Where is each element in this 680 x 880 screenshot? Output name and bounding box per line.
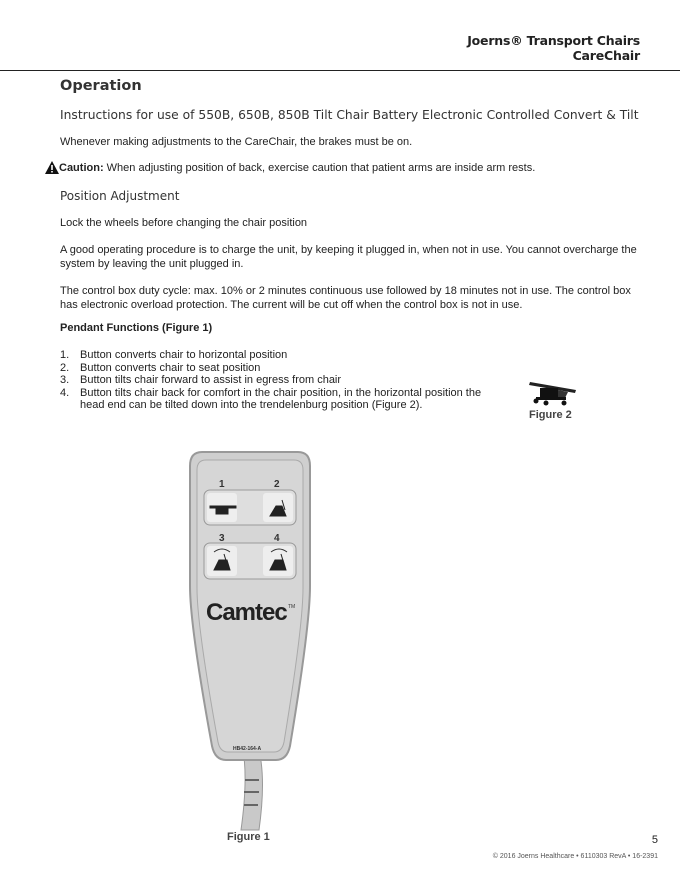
camtec-logo: Camtec <box>206 599 287 626</box>
figure2-caption: Figure 2 <box>529 409 572 421</box>
figure2-tilt-chair-image <box>528 378 578 408</box>
footer-copyright: © 2016 Joerns Healthcare • 6110303 RevA • 16-2391 <box>492 853 658 860</box>
section-subtitle: Instructions for use of 550B, 650B, 850B Tilt Chair Battery Electronic Controlled Convert & Tilt <box>60 108 639 122</box>
figure1-caption: Figure 1 <box>227 831 270 843</box>
paragraph-charging: A good operating procedure is to charge the unit, by keeping it plugged in, when not in use. You cannot overcharge the system by leaving the unit plugged in. <box>60 244 637 270</box>
position-heading: Position Adjustment <box>60 189 180 203</box>
page-title: Operation <box>60 78 142 94</box>
list-item: 4. Button tilts chair back for comfort in the chair position, in the horizontal position the head end can be tilted down into the trendelenburg position (Figure 2). <box>60 386 482 411</box>
figure1-pendant-image <box>188 450 313 835</box>
caution-text: When adjusting position of back, exercise caution that patient arms are inside arm rests. <box>103 161 536 174</box>
pendant-heading: Pendant Functions (Figure 1) <box>60 322 213 334</box>
list-item: 1. Button converts chair to horizontal position <box>60 349 288 361</box>
pendant-function-list <box>60 349 500 412</box>
header-subtitle: CareChair <box>572 48 640 63</box>
caution-label: Caution: <box>59 161 104 174</box>
header-title: Joerns® Transport Chairs <box>467 33 640 48</box>
brakes-note: Whenever making adjustments to the CareChair, the brakes must be on. <box>60 136 413 148</box>
list-item: 2. Button converts chair to seat position <box>60 361 261 374</box>
caution-note <box>45 161 535 174</box>
list-item: 3. Button tilts chair forward to assist in egress from chair <box>60 374 342 386</box>
warning-icon <box>45 161 59 174</box>
button-2-label: 2 <box>274 479 280 490</box>
button-1-label: 1 <box>219 479 225 490</box>
model-number: HB42-164-A <box>233 746 262 752</box>
header-divider <box>0 70 680 71</box>
button-4-label: 4 <box>274 533 280 544</box>
svg-text:TM: TM <box>288 604 296 610</box>
paragraph-duty-cycle: The control box duty cycle: max. 10% or 2 minutes continuous use followed by 18 minutes not in use. The control box has electronic overload protection. The current will be cut off when the control box is not in use. <box>60 285 631 311</box>
button-3-label: 3 <box>219 533 225 544</box>
paragraph-lock-wheels: Lock the wheels before changing the chair position <box>60 217 308 229</box>
page-number: 5 <box>651 834 658 846</box>
